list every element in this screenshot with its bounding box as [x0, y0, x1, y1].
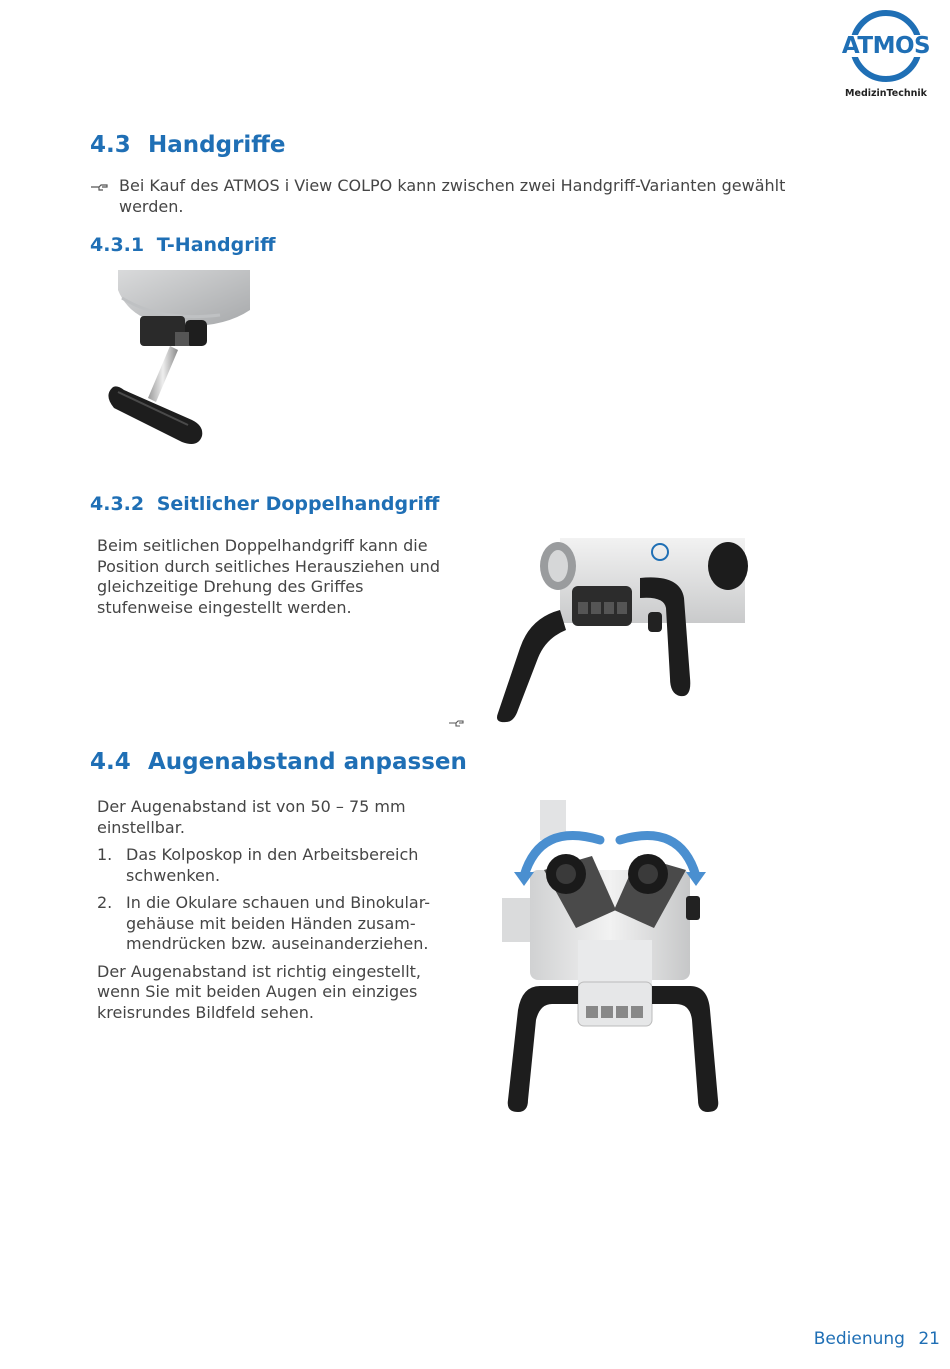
step-text: Das Kolposkop in den Arbeitsbereich schwenken.: [126, 845, 419, 885]
pointing-hand-icon: [90, 178, 108, 197]
note-text: Bei Kauf des ATMOS i View COLPO kann zwischen zwei Handgriff-Varianten gewählt werden.: [119, 176, 786, 216]
section-title: Augenabstand anpassen: [148, 749, 467, 775]
outro-text: Der Augenabstand ist richtig eingestellt, wenn Sie mit beiden Augen ein einziges kreisrundes Bildfeld sehen.: [97, 961, 422, 1022]
eye-distance-content: [97, 797, 437, 1030]
steps-list: [97, 845, 437, 955]
section-title: Handgriffe: [148, 132, 286, 158]
pointing-hand-icon: [448, 714, 464, 733]
section-number: 4.3.1: [90, 234, 145, 256]
list-item: [97, 893, 437, 955]
section-heading-4-4: [90, 749, 467, 775]
intro-text: Der Augenabstand ist von 50 – 75 mm einstellbar.: [97, 797, 406, 837]
double-handle-description: Beim seitlichen Doppelhandgriff kann die Position durch seitliches Herausziehen und gleichzeitige Drehung des Griffes stufenweise eingestellt werden.: [97, 536, 440, 617]
section-heading-4-3: [90, 132, 286, 158]
side-double-handle-image: [490, 538, 750, 723]
step-number: 1.: [97, 845, 113, 864]
page-footer: [700, 1329, 940, 1349]
section-number: 4.4: [90, 749, 131, 775]
footer-section: Bedienung: [813, 1329, 905, 1349]
section-heading-4-3-2: [90, 493, 439, 515]
section-heading-4-3-1: [90, 234, 276, 256]
logo-wordmark: ATMOS: [841, 33, 931, 59]
t-handle-image: [100, 270, 250, 450]
step-number: 2.: [97, 893, 113, 912]
page-number: 21: [918, 1329, 940, 1349]
section-number: 4.3: [90, 132, 131, 158]
list-item: [97, 845, 437, 886]
section-number: 4.3.2: [90, 493, 145, 515]
step-text: In die Okulare schauen und Binokular-gehäuse mit beiden Händen zusam-mendrücken bzw. auseinanderziehen.: [126, 893, 431, 953]
section-title: Seitlicher Doppelhandgriff: [156, 493, 440, 515]
binocular-adjustment-image: [500, 800, 730, 1115]
atmos-logo: [836, 8, 936, 100]
section-title: T-Handgriff: [156, 234, 276, 256]
logo-subtitle: MedizinTechnik: [845, 88, 927, 99]
